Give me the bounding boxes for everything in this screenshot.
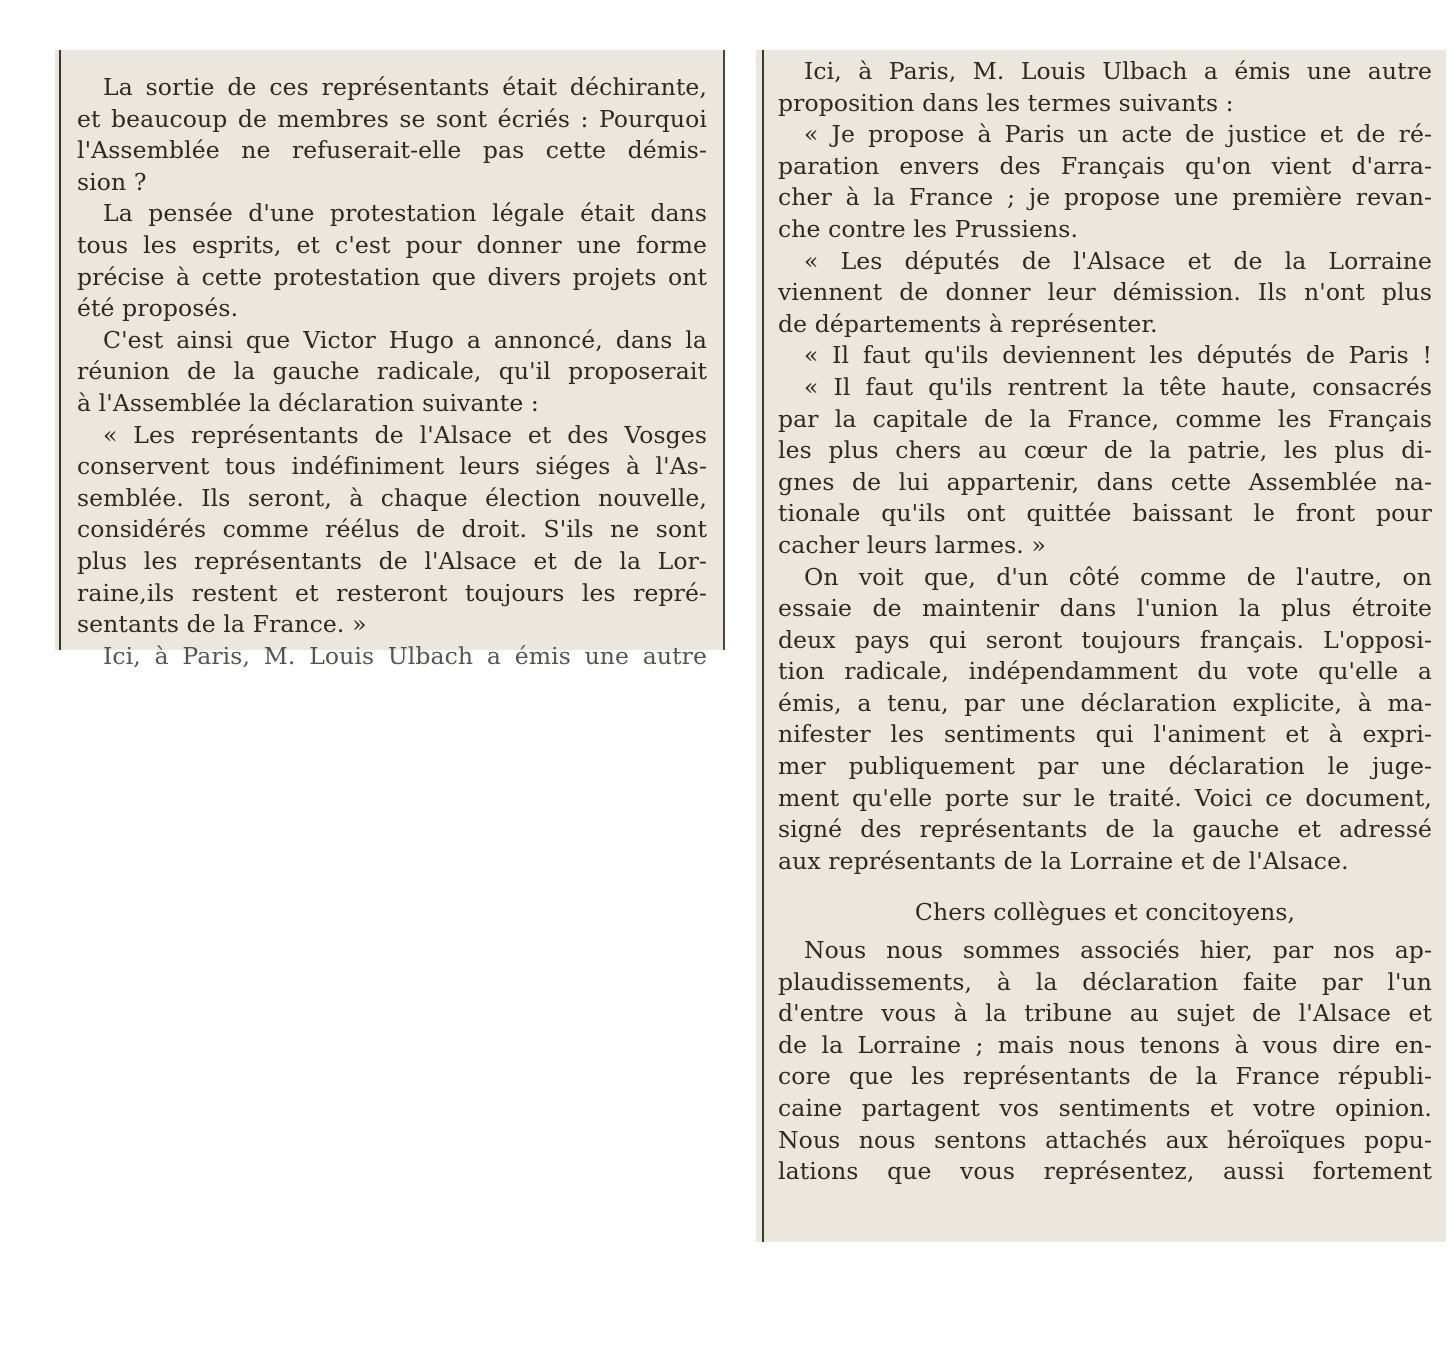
text-line: plus les représentants de l'Alsace et de la Lor- xyxy=(77,546,707,575)
text-line: gnes de lui appartenir, dans cette Assemblée na- xyxy=(778,467,1432,496)
left-column-text xyxy=(77,72,707,670)
text-line: à l'Assemblée la déclaration suivante : xyxy=(77,388,539,417)
text-line: lations que vous représentez, aussi fortement xyxy=(778,1157,1432,1186)
text-line: tionale qu'ils ont quittée baissant le front pour xyxy=(778,499,1432,528)
text-line: raine,ils restent et resteront toujours les repré- xyxy=(77,578,707,607)
text-line: précise à cette protestation que divers projets ont xyxy=(77,262,707,291)
text-line: aux représentants de la Lorraine et de l'Alsace. xyxy=(778,846,1349,875)
text-line: sion ? xyxy=(77,167,147,196)
text-line: les plus chers au cœur de la patrie, les plus di- xyxy=(778,436,1432,465)
text-line: paration envers des Français qu'on vient d'arra- xyxy=(778,151,1432,180)
text-line: et beaucoup de membres se sont écriés : Pourquoi xyxy=(77,104,707,133)
text-line: Nous nous sentons attachés aux héroïques popu- xyxy=(778,1125,1432,1154)
right-column-text xyxy=(778,56,1432,1188)
text-line: sentants de la France. » xyxy=(77,610,367,639)
text-line: tous les esprits, et c'est pour donner une forme xyxy=(77,230,707,259)
text-line: « Il faut qu'ils deviennent les députés de Paris ! xyxy=(804,341,1432,370)
text-line: La sortie de ces représentants était déchirante, xyxy=(103,73,707,101)
newspaper-clipping-right xyxy=(756,50,1446,1242)
text-line: « Les députés de l'Alsace et de la Lorraine xyxy=(804,246,1432,275)
text-line: été proposés. xyxy=(77,294,239,323)
text-line: deux pays qui seront toujours français. L'opposi- xyxy=(778,625,1432,654)
letter-salutation: Chers collègues et concitoyens, xyxy=(914,898,1296,927)
cut-off-line: Ici, à Paris, M. Louis Ulbach a émis une autre xyxy=(103,641,707,670)
text-line: La pensée d'une protestation légale était dans xyxy=(103,199,707,228)
text-line: de départements à représenter. xyxy=(778,309,1158,338)
text-line: cacher leurs larmes. » xyxy=(778,530,1046,559)
text-line: C'est ainsi que Victor Hugo a annoncé, dans la xyxy=(103,325,707,354)
text-line: « Les représentants de l'Alsace et des Vosges xyxy=(103,420,707,449)
text-line: mer publiquement par une déclaration le juge- xyxy=(778,752,1432,781)
text-line: viennent de donner leur démission. Ils n'ont plus xyxy=(778,278,1432,307)
text-line: par la capitale de la France, comme les Français xyxy=(778,404,1432,433)
text-line: plaudissements, à la déclaration faite par l'un xyxy=(778,967,1432,996)
text-line: signé des représentants de la gauche et adressé xyxy=(778,815,1432,844)
text-line: l'Assemblée ne refuserait-elle pas cette démis- xyxy=(77,136,707,165)
text-line: conservent tous indéfiniment leurs siéges à l'As- xyxy=(77,452,707,481)
newspaper-clipping-left xyxy=(55,50,725,670)
text-line: émis, a tenu, par une déclaration explicite, à ma- xyxy=(778,688,1432,717)
text-line: nifester les sentiments qui l'animent et à expri- xyxy=(778,720,1432,749)
text-line: On voit que, d'un côté comme de l'autre, on xyxy=(804,562,1432,591)
text-line: semblée. Ils seront, à chaque élection nouvelle, xyxy=(77,483,707,512)
text-line: Ici, à Paris, M. Louis Ulbach a émis une autre xyxy=(804,57,1432,85)
text-line: proposition dans les termes suivants : xyxy=(778,88,1234,117)
text-line: Nous nous sommes associés hier, par nos ap- xyxy=(804,936,1432,965)
text-line: réunion de la gauche radicale, qu'il proposerait xyxy=(77,357,707,386)
text-line: de la Lorraine ; mais nous tenons à vous dire en- xyxy=(778,1030,1432,1059)
text-line: caine partagent vos sentiments et votre opinion. xyxy=(778,1094,1432,1122)
text-line: « Il faut qu'ils rentrent la tête haute, consacrés xyxy=(804,372,1432,401)
text-line: « Je propose à Paris un acte de justice et de ré- xyxy=(804,120,1432,149)
text-line: tion radicale, indépendamment du vote qu'elle a xyxy=(778,657,1432,686)
text-line: che contre les Prussiens. xyxy=(778,214,1079,243)
text-line: considérés comme réélus de droit. S'ils ne sont xyxy=(77,515,707,544)
text-line: ment qu'elle porte sur le traité. Voici ce document, xyxy=(778,783,1432,812)
text-line: essaie de maintenir dans l'union la plus étroite xyxy=(778,594,1432,623)
text-line: d'entre vous à la tribune au sujet de l'Alsace et xyxy=(778,999,1432,1028)
text-line: core que les représentants de la France républi- xyxy=(778,1062,1432,1091)
text-line: cher à la France ; je propose une première revan- xyxy=(778,183,1432,212)
